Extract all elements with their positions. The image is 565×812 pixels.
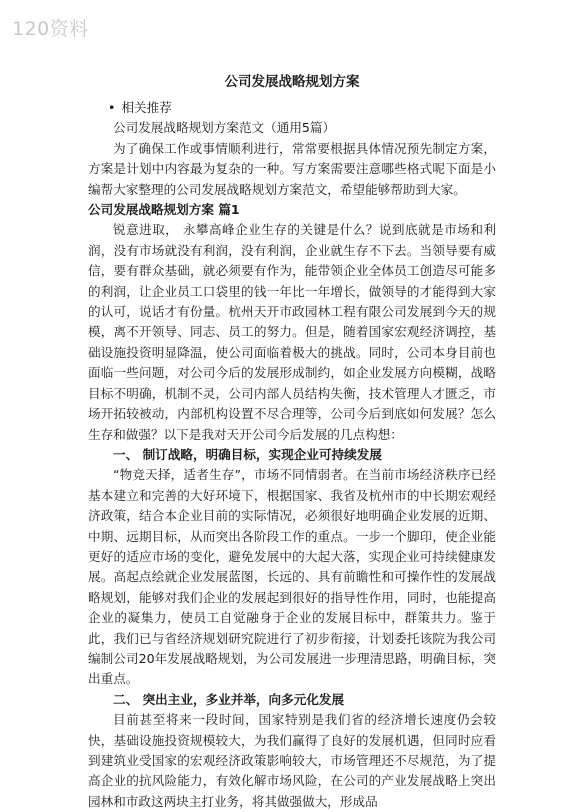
related-link[interactable]: • 相关推荐 xyxy=(88,98,496,118)
subheading-1: 一、 制订战略，明确目标，实现企业可持续发展 xyxy=(113,446,382,462)
body-paragraph-2: “物竞天择，适者生存”，市场不同情弱者。在当前市场经济秩序已经基本建立和完善的大好环境下，根据国家、我省及杭州市的中长期宏观经济政策，结合本企业目前的实际情况，必须很好地明确企业发展的近期、中期、远期目标，从而突出各阶段工作的重点。一步一个脚印，使企业能更好的适应市场的变化，避免发展中的大起大落，实现企业可持续健康发展。高起点绘就企业发展蓝图，长远的、具有前瞻性和可操作性的发展战略规划，能够对我们企业的发展起到很好的指导性作用，同时，也能提高企业的凝集力，使员工自觉融身于企业的发展目标中，群策共力。鉴于此，我们已与省经济规划研究院进行了初步衔接，计划委托该院为我公司编制公司20年发展战略规划，为公司发展进一步理清思路，明确目标，突出重点。 xyxy=(88,467,496,687)
page-title: 公司发展战略规划方案 xyxy=(224,74,360,90)
document-page xyxy=(88,72,496,812)
body-paragraph-3: 目前甚至将来一段时间，国家特别是我们省的经济增长速度仍会较快，基础设施投资规模较大，为我们赢得了良好的发展机遇，但同时应看到建筑业受国家的宏观经济政策影响较大，市场管理还不尽规范，为了提高企业的抗风险能力，有效化解市场风险，在公司的产业发展战略上突出园林和市政这两块主打业务，将其做强做大，形成品 xyxy=(88,712,496,809)
sample-title: 公司发展战略规划方案范文（通用5篇） xyxy=(113,120,336,136)
intro-paragraph: 为了确保工作或事情顺利进行，常常要根据具体情况预先制定方案，方案是计划中内容最为复杂的一种。写方案需要注意哪些格式呢下面是小编帮大家整理的公司发展战略规划方案范文，希望能够帮助到大家。 xyxy=(88,140,496,197)
watermark-logo: 120资料 xyxy=(12,18,89,40)
body-paragraph-1: 锐意进取， 永攀高峰企业生存的关键是什么？说到底就是市场和利润，没有市场就没有利润，没有利润，企业就生存不下去。当领导要有威信，要有群众基础，就必须要有作为，能带领企业全体员工创造尽可能多的利润，让企业员工口袋里的钱一年比一年增长，做领导的才能得到大家的认可，说话才有份量。杭州天开市政园林工程有限公司发展到今天的规模，离不开领导、同志、员工的努力。但是，随着国家宏观经济调控，基础设施投资明显降温，使公司面临着极大的挑战。同时，公司本身目前也面临一些问题，对公司今后的发展形成制约，如企业发展方向模糊，战略目标不明确，机制不灵，公司内部人员结构失衡，技术管理人才匮乏，市场开拓较被动，内部机构设置不尽合理等，公司今后到底如何发展？怎么生存和做强？以下是我对天开公司今后发展的几点构想： xyxy=(88,222,496,442)
section-heading: 公司发展战略规划方案 篇1 xyxy=(88,202,240,218)
subheading-2: 二、 突出主业，多业并举，向多元化发展 xyxy=(113,691,345,707)
